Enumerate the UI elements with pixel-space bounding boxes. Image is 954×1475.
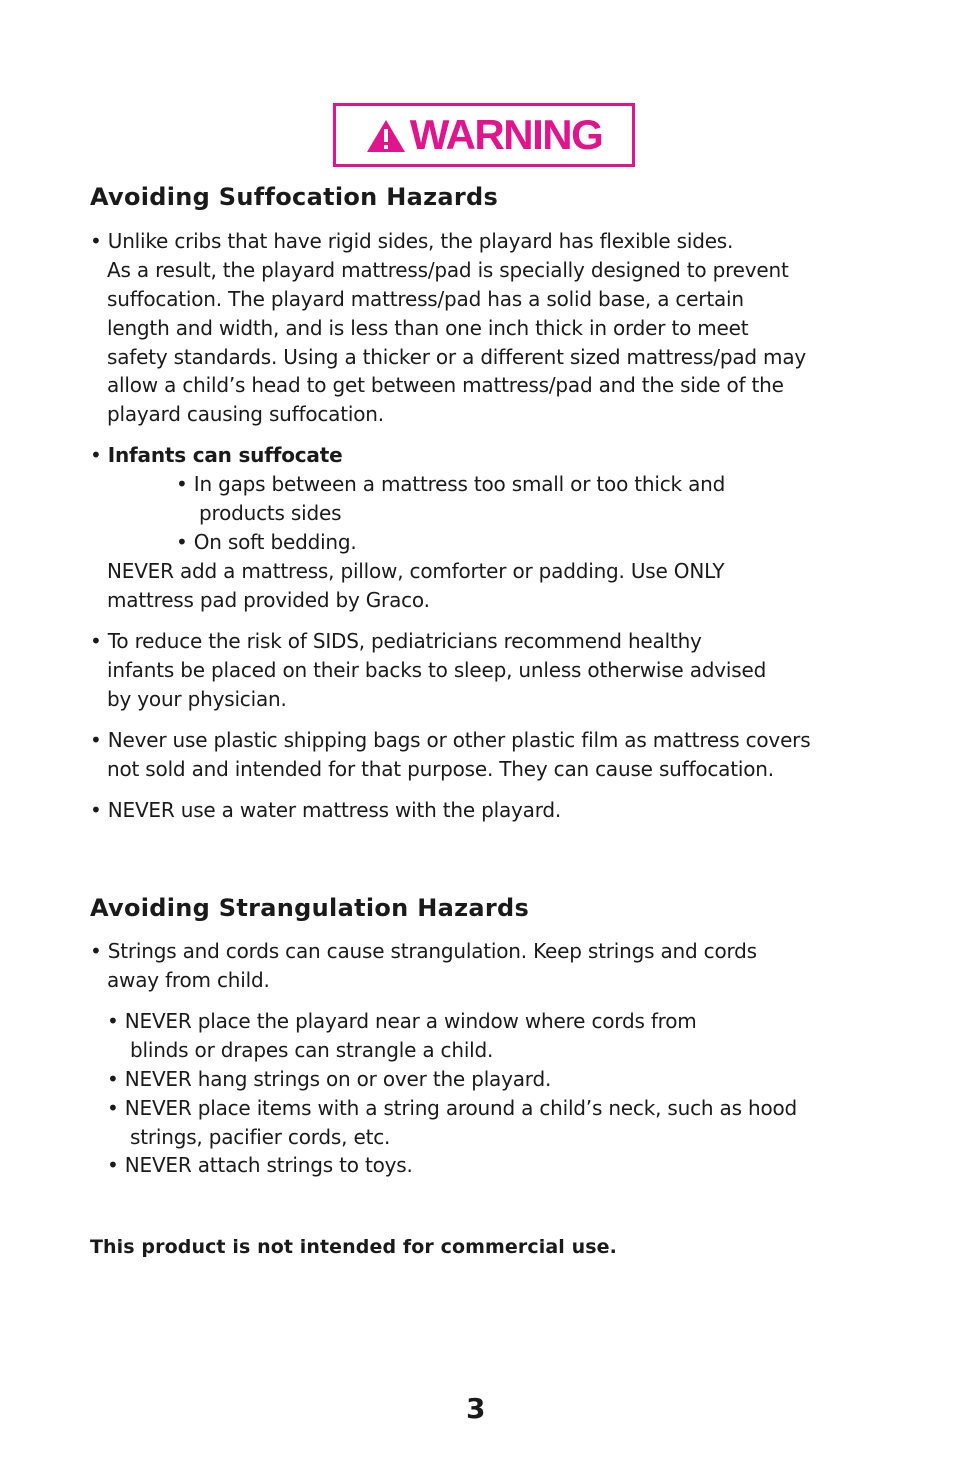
suffocation-line: safety standards. Using a thicker or a different sized mattress/pad may xyxy=(107,345,807,369)
sids-line: • To reduce the risk of SIDS, pediatricians recommend healthy xyxy=(90,629,702,653)
bullet: • xyxy=(90,443,102,467)
strangulation-heading: Avoiding Strangulation Hazards xyxy=(90,894,530,922)
infants-item xyxy=(90,441,342,470)
suffocation-line: suffocation. The playard mattress/pad has a solid base, a certain xyxy=(107,287,744,311)
suffocation-line: playard causing suffocation. xyxy=(107,402,384,426)
suffocation-line: As a result, the playard mattress/pad is specially designed to prevent xyxy=(107,258,789,282)
warning-label: WARNING xyxy=(409,111,603,158)
commercial-use-note: This product is not intended for commercial use. xyxy=(90,1236,617,1258)
strangulation-sub-line: • NEVER place items with a string around a child’s neck, such as hood xyxy=(107,1096,798,1120)
never-line: NEVER add a mattress, pillow, comforter or padding. Use ONLY xyxy=(107,559,725,583)
sids-line: by your physician. xyxy=(107,687,287,711)
strangulation-intro-line: away from child. xyxy=(107,968,270,992)
infants-sub-line: • In gaps between a mattress too small or too thick and xyxy=(176,472,726,496)
suffocation-heading: Avoiding Suffocation Hazards xyxy=(90,183,499,211)
strangulation-sub-line: • NEVER attach strings to toys. xyxy=(107,1153,413,1177)
warning-banner xyxy=(333,103,635,167)
strangulation-intro-line: • Strings and cords can cause strangulation. Keep strings and cords xyxy=(90,939,757,963)
strangulation-sub-line: blinds or drapes can strangle a child. xyxy=(130,1038,494,1062)
plastic-line: • Never use plastic shipping bags or other plastic film as mattress covers xyxy=(90,728,811,752)
water-mattress-line: • NEVER use a water mattress with the playard. xyxy=(90,798,562,822)
warning-triangle-icon xyxy=(366,119,406,153)
suffocation-line: allow a child’s head to get between mattress/pad and the side of the xyxy=(107,373,784,397)
suffocation-line: • Unlike cribs that have rigid sides, the playard has flexible sides. xyxy=(90,229,734,253)
strangulation-sub-line: strings, pacifier cords, etc. xyxy=(130,1125,391,1149)
never-line: mattress pad provided by Graco. xyxy=(107,588,430,612)
page-number: 3 xyxy=(466,1392,486,1425)
plastic-line: not sold and intended for that purpose. They can cause suffocation. xyxy=(107,757,774,781)
infants-sub-line: • On soft bedding. xyxy=(176,530,357,554)
strangulation-sub-line: • NEVER hang strings on or over the playard. xyxy=(107,1067,552,1091)
infants-label: Infants can suffocate xyxy=(107,443,343,467)
infants-sub-line: products sides xyxy=(199,501,342,525)
strangulation-sub-line: • NEVER place the playard near a window where cords from xyxy=(107,1009,697,1033)
suffocation-line: length and width, and is less than one inch thick in order to meet xyxy=(107,316,749,340)
sids-line: infants be placed on their backs to sleep, unless otherwise advised xyxy=(107,658,767,682)
